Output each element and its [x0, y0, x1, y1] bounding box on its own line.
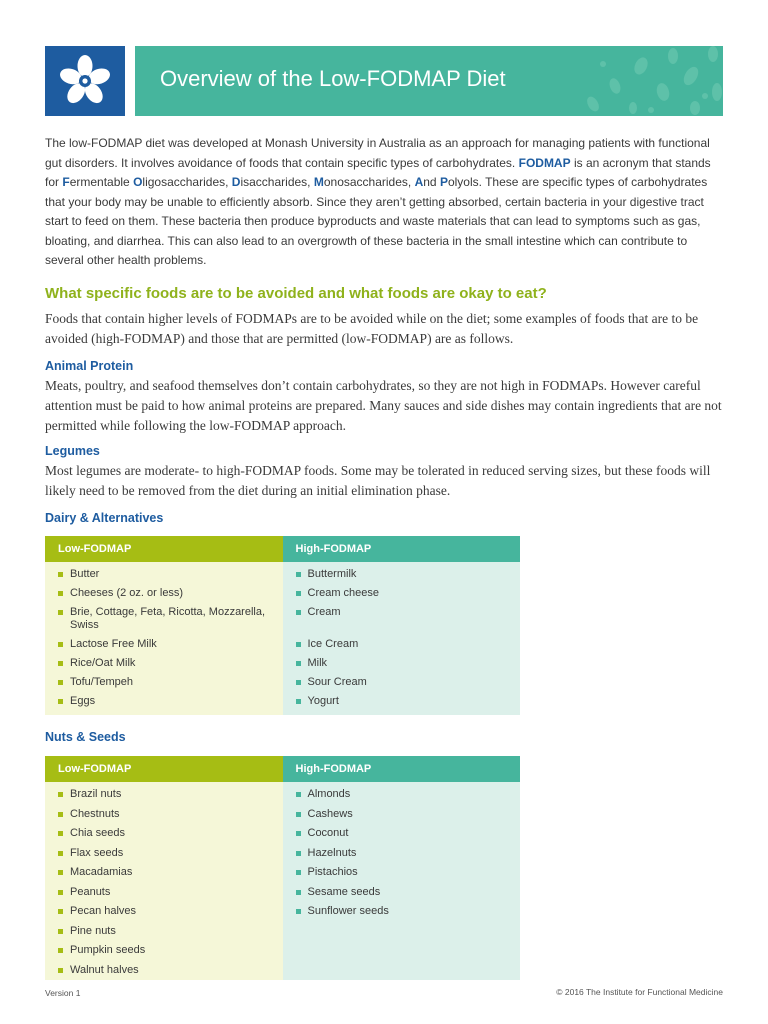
dairy-low-list [45, 562, 283, 715]
list-item: Yogurt [295, 695, 521, 708]
heading-nuts: Nuts & Seeds [45, 730, 126, 744]
list-item: Cream [295, 606, 521, 619]
dairy-high-column [283, 536, 521, 715]
list-item: Sour Cream [295, 676, 521, 689]
list-item: Pecan halves [57, 905, 283, 918]
list-item: Lactose Free Milk [57, 638, 283, 651]
dairy-high-header: High-FODMAP [283, 536, 521, 562]
list-item: Cashews [295, 808, 521, 821]
list-item: Hazelnuts [295, 847, 521, 860]
dots-pattern-icon [573, 46, 723, 116]
nuts-low-list [45, 782, 283, 980]
animal-protein-body: Meats, poultry, and seafood themselves don’t contain carbohydrates, so they are not high in FODMAPs. However careful attention must be paid to how animal proteins are prepared. Many sauces and side dishes may contain ingredients that are not permitted while following the low-FODMAP approach. [45, 378, 722, 433]
section-heading-foods: What specific foods are to be avoided and what foods are okay to eat? [45, 285, 547, 302]
section-foods-body: Foods that contain higher levels of FODMAPs are to be avoided while on the diet; some examples of foods that are to be avoided (high-FODMAP) and those that are permitted (low-FODMAP) are as follows. [45, 311, 699, 346]
footer-version: Version 1 [45, 988, 81, 998]
page-title: Overview of the Low-FODMAP Diet [160, 66, 506, 91]
heading-dairy: Dairy & Alternatives [45, 511, 164, 525]
list-item: Macadamias [57, 866, 283, 879]
nuts-table [45, 756, 520, 980]
list-item: Pistachios [295, 866, 521, 879]
list-item: Almonds [295, 788, 521, 801]
footer-copyright: © 2016 The Institute for Functional Medicine [556, 987, 723, 997]
list-item: Brie, Cottage, Feta, Ricotta, Mozzarella, Swiss [57, 606, 283, 632]
list-item: Pumpkin seeds [57, 944, 283, 957]
list-item: Milk [295, 657, 521, 670]
list-item: Flax seeds [57, 847, 283, 860]
list-item: Butter [57, 568, 283, 581]
heading-animal-protein: Animal Protein [45, 359, 134, 373]
list-item: Buttermilk [295, 568, 521, 581]
dairy-high-list [283, 562, 521, 715]
dairy-low-header: Low-FODMAP [45, 536, 283, 562]
dairy-table [45, 536, 520, 715]
nuts-high-header: High-FODMAP [283, 756, 521, 782]
list-item: Cream cheese [295, 587, 521, 600]
dairy-low-column [45, 536, 283, 715]
title-banner [135, 46, 723, 116]
nuts-high-list [283, 782, 521, 980]
nuts-low-column [45, 756, 283, 980]
list-item: Chia seeds [57, 827, 283, 840]
list-item: Chestnuts [57, 808, 283, 821]
list-item: Peanuts [57, 886, 283, 899]
list-item: Coconut [295, 827, 521, 840]
list-item: Sunflower seeds [295, 905, 521, 918]
nuts-low-header: Low-FODMAP [45, 756, 283, 782]
nuts-high-column [283, 756, 521, 980]
list-item: Cheeses (2 oz. or less) [57, 587, 283, 600]
list-item: Brazil nuts [57, 788, 283, 801]
list-item: Walnut halves [57, 964, 283, 977]
logo [45, 46, 125, 116]
heading-legumes: Legumes [45, 444, 100, 458]
list-item: Pine nuts [57, 925, 283, 938]
legumes-body: Most legumes are moderate- to high-FODMAP foods. Some may be tolerated in reduced serving sizes, but these foods will likely need to be removed from the diet during an initial elimination phase. [45, 463, 711, 498]
list-item: Ice Cream [295, 638, 521, 651]
list-item: Rice/Oat Milk [57, 657, 283, 670]
flower-icon [57, 53, 113, 109]
list-item: Sesame seeds [295, 886, 521, 899]
list-item: Eggs [57, 695, 283, 708]
list-item: Tofu/Tempeh [57, 676, 283, 689]
intro-paragraph: The low-FODMAP diet was developed at Monash University in Australia as an approach for managing patients with functional gut disorders. It involves avoidance of foods that contain specific types of carbohydrates. FODMAP is an acronym that stands for Fermentable Oligosaccharides, Disaccharides, Monosaccharides, And Polyols. These are specific types of carbohydrates that your body may be unable to efficiently absorb. Since they aren’t getting absorbed, certain bacteria in your digestive tract start to feed on them. These bacteria then produce byproducts and waste materials that can lead to symptoms such as gas, bloating, and diarrhea. This can also lead to an overgrowth of these bacteria in the small intestine which can contribute to several other health problems. [45, 136, 711, 267]
